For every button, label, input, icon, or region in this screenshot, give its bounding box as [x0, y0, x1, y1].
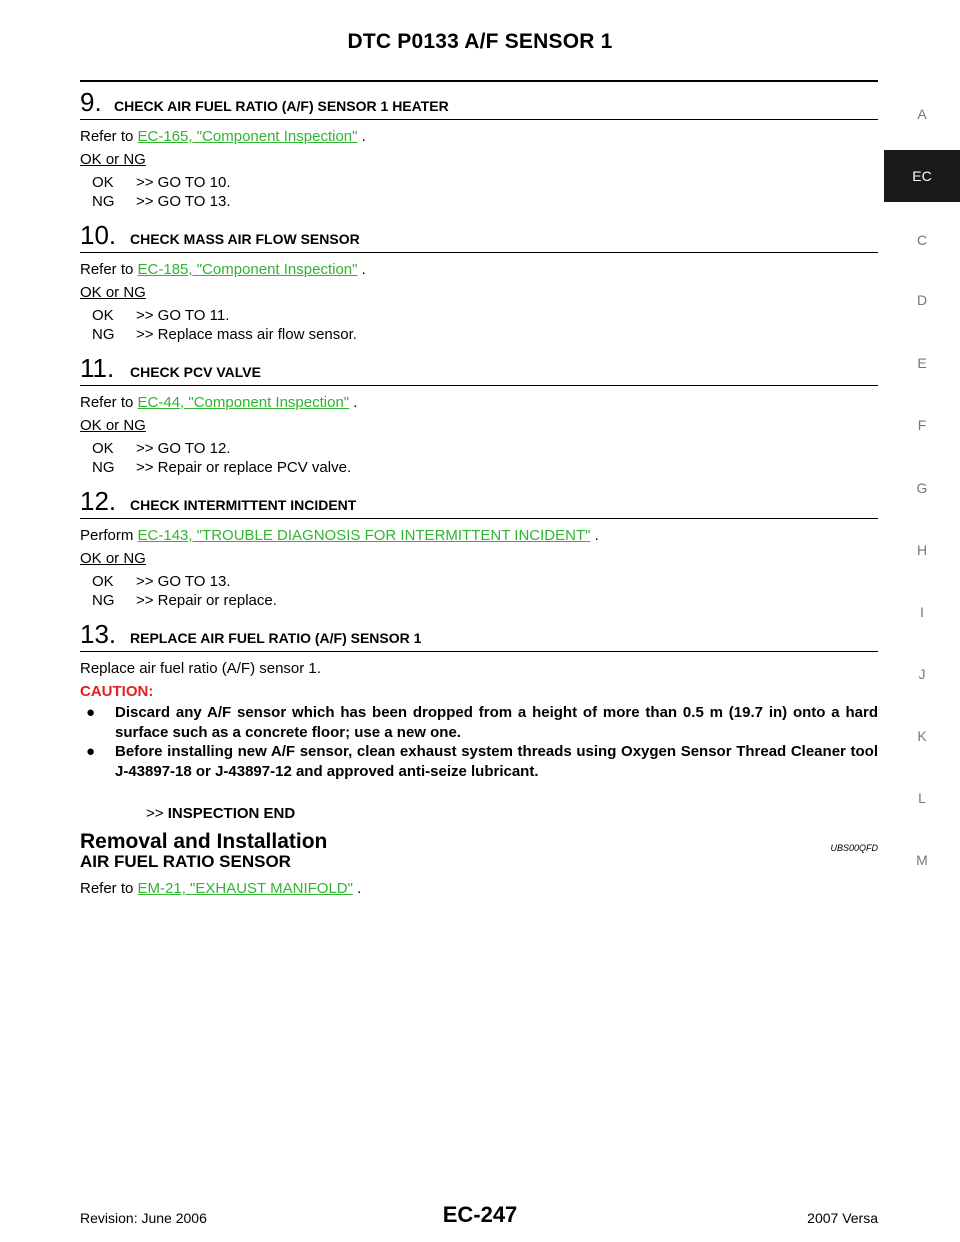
step-rule — [80, 252, 878, 253]
step-title: REPLACE AIR FUEL RATIO (A/F) SENSOR 1 — [130, 630, 422, 646]
reference-prefix: Refer to — [80, 261, 138, 278]
step-number: 10. — [80, 220, 117, 250]
result-ok — [92, 440, 231, 457]
result-key: OK — [92, 573, 114, 590]
step-10-reference — [80, 261, 366, 278]
footer-revision: Revision: June 2006 — [80, 1210, 207, 1226]
inspection-end — [146, 805, 295, 822]
tab-ec[interactable]: EC — [884, 150, 960, 202]
step-10-heading — [80, 213, 878, 253]
tab-i[interactable]: I — [920, 604, 924, 620]
reference-prefix: Refer to — [80, 128, 138, 145]
section-code: UBS00QFD — [830, 843, 878, 853]
result-ng — [92, 326, 357, 343]
result-key: OK — [92, 440, 114, 457]
result-value: >> GO TO 12. — [136, 440, 231, 457]
subsection-title: AIR FUEL RATIO SENSOR — [80, 852, 291, 871]
result-ok — [92, 307, 229, 324]
result-value: >> Repair or replace PCV valve. — [136, 459, 352, 476]
step-11-reference — [80, 394, 357, 411]
page-number: EC-247 — [442, 1202, 518, 1227]
result-key: NG — [92, 193, 115, 210]
reference-suffix: . — [590, 527, 599, 544]
step-title: CHECK INTERMITTENT INCIDENT — [130, 497, 357, 513]
caution-text: Before installing new A/F sensor, clean exhaust system threads using Oxygen Sensor Thread Cleaner tool J-43897-18 or J-43897-12 and approved anti-seize lubricant. — [115, 743, 878, 780]
reference-suffix: . — [352, 880, 362, 897]
result-key: OK — [92, 174, 114, 191]
result-value: >> Replace mass air flow sensor. — [136, 326, 357, 343]
end-text: INSPECTION END — [167, 805, 296, 822]
result-key: NG — [92, 459, 115, 476]
tab-a[interactable]: A — [917, 106, 927, 122]
result-value: >> GO TO 13. — [136, 573, 231, 590]
result-ng — [92, 193, 231, 210]
result-key: NG — [92, 592, 115, 609]
caution-label: CAUTION: — [80, 683, 154, 700]
footer-model: 2007 Versa — [807, 1210, 878, 1226]
caution-text: Discard any A/F sensor which has been dropped from a height of more than 0.5 m (19.7 in) onto a hard surface such as a concrete floor; use a new one. — [115, 704, 878, 741]
step-9-heading — [80, 80, 878, 120]
result-value: >> GO TO 13. — [136, 193, 231, 210]
step-rule — [80, 385, 878, 386]
result-ok — [92, 573, 231, 590]
reference-suffix: . — [357, 128, 366, 145]
ok-ng-label: OK or NG — [80, 417, 146, 434]
result-ng — [92, 592, 277, 609]
step-title: CHECK PCV VALVE — [130, 364, 261, 380]
step-13-instruction: Replace air fuel ratio (A/F) sensor 1. — [80, 660, 321, 677]
result-key: OK — [92, 307, 114, 324]
result-ok — [92, 174, 231, 191]
step-number: 9. — [80, 87, 102, 117]
step-rule — [80, 651, 878, 652]
reference-link[interactable]: EC-185, "Component Inspection" — [137, 261, 358, 278]
step-number: 11. — [80, 353, 115, 383]
reference-prefix: Perform — [80, 527, 138, 544]
step-rule — [80, 518, 878, 519]
bullet-dot-icon: ● — [86, 704, 96, 721]
tab-g[interactable]: G — [916, 480, 928, 496]
tab-h[interactable]: H — [916, 542, 928, 558]
step-12-reference — [80, 527, 599, 544]
page-title: DTC P0133 A/F SENSOR 1 — [347, 30, 613, 53]
step-9-reference — [80, 128, 366, 145]
step-13-heading — [80, 612, 878, 652]
reference-suffix: . — [349, 394, 358, 411]
tab-k[interactable]: K — [917, 728, 927, 744]
tab-m[interactable]: M — [916, 852, 928, 868]
reference-link[interactable]: EC-44, "Component Inspection" — [137, 394, 350, 411]
result-value: >> GO TO 10. — [136, 174, 231, 191]
reference-link[interactable]: EM-21, "EXHAUST MANIFOLD" — [137, 880, 353, 897]
tab-c[interactable]: C — [916, 232, 928, 248]
result-value: >> GO TO 11. — [136, 307, 230, 324]
reference-prefix: Refer to — [80, 880, 138, 897]
reference-suffix: . — [357, 261, 366, 278]
ok-ng-label: OK or NG — [80, 151, 146, 168]
tab-e[interactable]: E — [917, 355, 927, 371]
step-12-heading — [80, 479, 878, 519]
reference-link[interactable]: EC-143, "TROUBLE DIAGNOSIS FOR INTERMITTENT INCIDENT" — [137, 527, 591, 544]
ok-ng-label: OK or NG — [80, 550, 146, 567]
bullet-dot-icon: ● — [86, 743, 96, 760]
section-reference — [80, 880, 361, 897]
tab-f[interactable]: F — [917, 417, 927, 433]
result-value: >> Repair or replace. — [136, 592, 277, 609]
result-key: NG — [92, 326, 115, 343]
step-number: 13. — [80, 619, 117, 649]
tab-j[interactable]: J — [918, 666, 926, 682]
step-rule — [80, 119, 878, 120]
section-title: Removal and Installation — [80, 830, 328, 853]
reference-prefix: Refer to — [80, 394, 138, 411]
step-11-heading — [80, 346, 878, 386]
step-title: CHECK AIR FUEL RATIO (A/F) SENSOR 1 HEATER — [114, 98, 449, 114]
ok-ng-label: OK or NG — [80, 284, 146, 301]
tab-d[interactable]: D — [916, 292, 928, 308]
step-title: CHECK MASS AIR FLOW SENSOR — [130, 231, 360, 247]
tab-l[interactable]: L — [918, 790, 926, 806]
reference-link[interactable]: EC-165, "Component Inspection" — [137, 128, 358, 145]
end-prefix: >> — [146, 805, 168, 822]
step-number: 12. — [80, 486, 117, 516]
result-ng — [92, 459, 351, 476]
